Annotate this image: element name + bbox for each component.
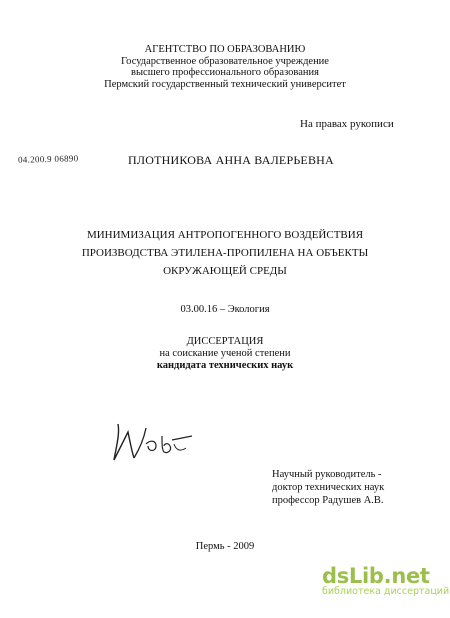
specialty-code: 03.00.16 – Экология	[180, 304, 270, 315]
city-year: Пермь - 2009	[195, 541, 255, 552]
supervisor-degree: доктор технических наук	[272, 482, 385, 493]
dissertation-heading: ДИССЕРТАЦИЯ	[186, 336, 264, 347]
dissertation-block	[0, 336, 450, 372]
title-line-1: МИНИМИЗАЦИЯ АНТРОПОГЕННОГО ВОЗДЕЙСТВИЯ	[86, 229, 364, 241]
institution-header	[0, 44, 450, 90]
education-level: высшего профессионального образования	[131, 67, 319, 78]
institution-type: Государственное образовательное учреждение	[121, 55, 329, 67]
degree-name: кандидата технических наук	[156, 360, 294, 371]
title-line-2: ПРОИЗВОДСТВА ЭТИЛЕНА-ПРОПИЛЕНА НА ОБЪЕКТЫ	[81, 247, 369, 259]
dslib-logo: dsLib.net	[322, 564, 430, 588]
supervisor-role: Научный руководитель -	[272, 469, 382, 480]
dslib-watermark	[322, 564, 450, 597]
agency-name: АГЕНТСТВО ПО ОБРАЗОВАНИЮ	[144, 44, 306, 55]
registry-stamp: 04.200.9 06890	[17, 153, 79, 165]
dslib-subtitle: библиотека диссертаций	[322, 586, 450, 597]
title-line-3: ОКРУЖАЮЩЕЙ СРЕДЫ	[163, 265, 287, 277]
handwritten-signature	[110, 414, 196, 466]
author-name: ПЛОТНИКОВА АННА ВАЛЕРЬЕВНА	[128, 153, 334, 167]
supervisor-block	[272, 468, 384, 507]
supervisor-name: профессор Радушев А.В.	[272, 495, 384, 506]
manuscript-rights-note: На правах рукописи	[300, 118, 394, 130]
dissertation-title	[0, 226, 450, 280]
degree-subtitle: на соискание ученой степени	[159, 348, 291, 359]
university-name: Пермский государственный технический университет	[104, 78, 346, 90]
